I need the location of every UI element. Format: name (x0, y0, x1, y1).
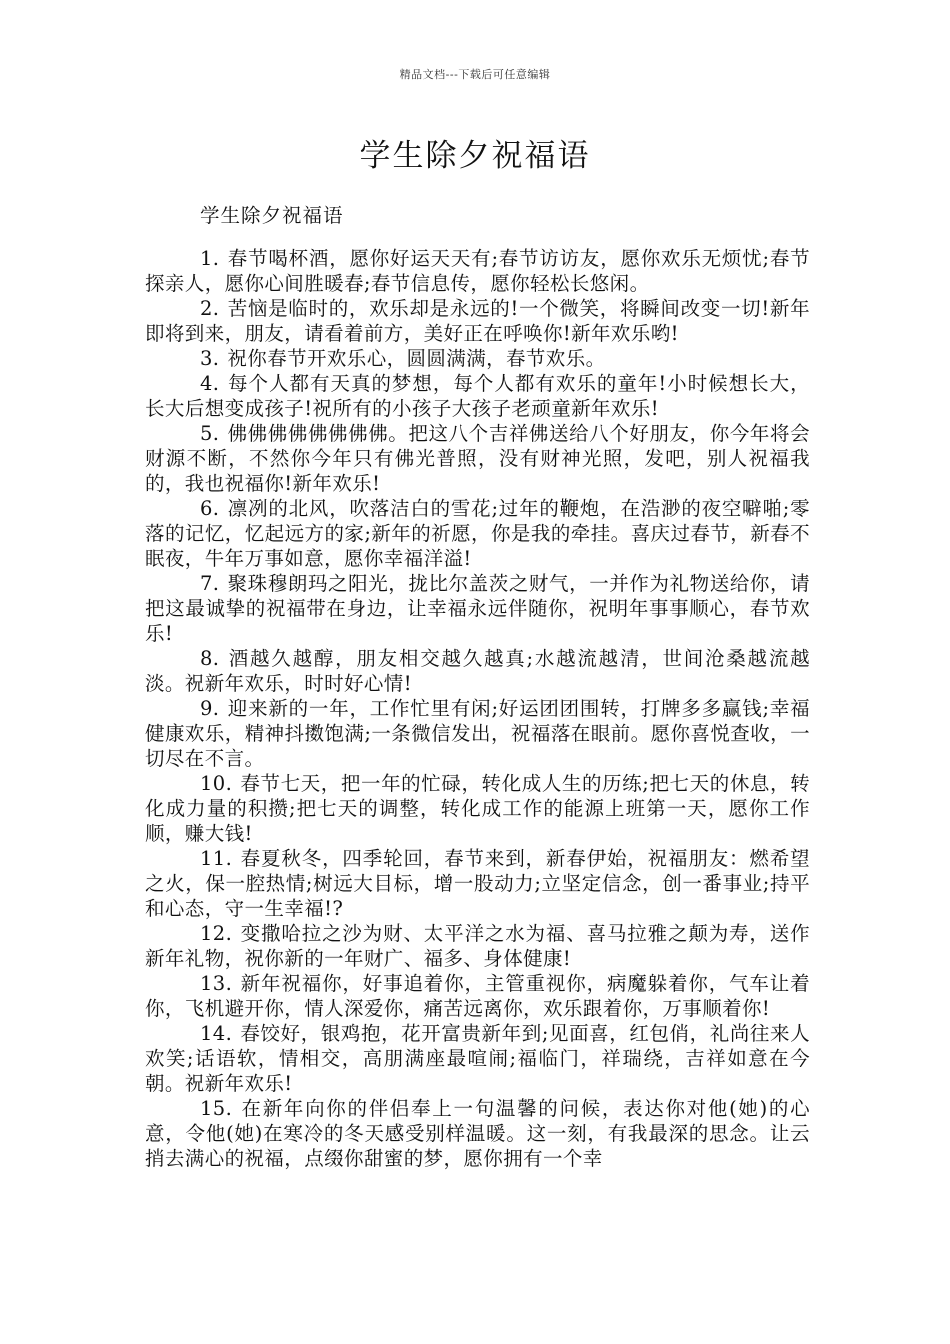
list-item (145, 346, 810, 371)
item-text: 迎来新的一年，工作忙里有闲;好运团团围转，打牌多多赢钱;幸福健康欢乐，精神抖擞饱满;一条微信发出，祝福落在眼前。愿你喜悦查收，一切尽在不言。 (145, 697, 810, 770)
item-text: 在新年向你的伴侣奉上一句温馨的问候，表达你对他(她)的心意，令他(她)在寒冷的冬天感受别样温暖。这一刻，有我最深的思念。让云捎去满心的祝福，点缀你甜蜜的梦，愿你拥有一个幸 (145, 1097, 810, 1170)
item-number: 12. (200, 922, 233, 945)
item-text: 春节七天，把一年的忙碌，转化成人生的历练;把七天的休息，转化成力量的积攒;把七天的调整，转化成工作的能源上班第一天，愿你工作顺，赚大钱! (145, 772, 810, 845)
list-item (145, 696, 810, 771)
item-text: 春夏秋冬，四季轮回，春节来到，新春伊始，祝福朋友：燃希望之火，保一腔热情;树远大目标，增一股动力;立坚定信念，创一番事业;持平和心态，守一生幸福!? (145, 847, 810, 920)
item-number: 11. (200, 847, 233, 870)
list-item (145, 846, 810, 921)
item-number: 1. (200, 247, 220, 270)
section-subtitle: 学生除夕祝福语 (200, 204, 344, 227)
list-item (145, 496, 810, 571)
blessing-list (145, 246, 810, 1171)
list-item (145, 971, 810, 1021)
list-item (145, 421, 810, 496)
item-number: 5. (200, 422, 220, 445)
item-text: 凛冽的北风，吹落洁白的雪花;过年的鞭炮，在浩渺的夜空噼啪;零落的记忆，忆起远方的家;新年的祈愿，你是我的牵挂。喜庆过春节，新春不眠夜，牛年万事如意，愿你幸福洋溢! (145, 497, 810, 570)
item-number: 14. (200, 1022, 233, 1045)
list-item (145, 921, 810, 971)
list-item (145, 371, 810, 421)
item-text: 新年祝福你，好事追着你，主管重视你，病魔躲着你，气车让着你，飞机避开你，情人深爱你，痛苦远离你，欢乐跟着你，万事顺着你! (145, 972, 810, 1020)
item-number: 15. (200, 1097, 233, 1120)
list-item (145, 646, 810, 696)
item-number: 13. (200, 972, 233, 995)
item-text: 酒越久越醇，朋友相交越久越真;水越流越清，世间沧桑越流越淡。祝新年欢乐，时时好心情! (145, 647, 810, 695)
item-number: 2. (200, 297, 220, 320)
item-text: 变撒哈拉之沙为财、太平洋之水为福、喜马拉雅之颠为寿，送作新年礼物，祝你新的一年财广、福多、身体健康! (145, 922, 810, 970)
item-text: 每个人都有天真的梦想，每个人都有欢乐的童年!小时候想长大，长大后想变成孩子!祝所有的小孩子大孩子老顽童新年欢乐! (145, 372, 810, 420)
list-item (145, 296, 810, 346)
item-text: 祝你春节开欢乐心，圆圆满满，春节欢乐。 (227, 347, 606, 370)
page-title: 学生除夕祝福语 (359, 138, 591, 174)
item-text: 聚珠穆朗玛之阳光，拢比尔盖茨之财气，一并作为礼物送给你，请把这最诚挚的祝福带在身边，让幸福永远伴随你，祝明年事事顺心，春节欢乐! (145, 572, 810, 645)
item-number: 4. (200, 372, 220, 395)
list-item (145, 571, 810, 646)
header-note: 精品文档---下载后可任意编辑 (399, 68, 551, 81)
item-number: 10. (200, 772, 233, 795)
item-text: 春节喝杯酒，愿你好运天天有;春节访访友，愿你欢乐无烦忧;春节探亲人，愿你心间胜暖春;春节信息传，愿你轻松长悠闲。 (145, 247, 810, 295)
item-text: 苦恼是临时的，欢乐却是永远的!一个微笑，将瞬间改变一切!新年即将到来，朋友，请看着前方，美好正在呼唤你!新年欢乐哟! (145, 297, 810, 345)
item-number: 9. (200, 697, 220, 720)
item-text: 佛佛佛佛佛佛佛佛。把这八个吉祥佛送给八个好朋友，你今年将会财源不断，不然你今年只有佛光普照，没有财神光照，发吧，别人祝福我的，我也祝福你!新年欢乐! (145, 422, 810, 495)
item-number: 6. (200, 497, 220, 520)
list-item (145, 246, 810, 296)
list-item (145, 1096, 810, 1171)
item-text: 春饺好，银鸡抱，花开富贵新年到;见面喜，红包俏，礼尚往来人欢笑;话语软，情相交，高朋满座最喧闹;福临门，祥瑞绕，吉祥如意在今朝。祝新年欢乐! (145, 1022, 810, 1095)
item-number: 8. (200, 647, 220, 670)
list-item (145, 1021, 810, 1096)
item-number: 3. (200, 347, 220, 370)
list-item (145, 771, 810, 846)
item-number: 7. (200, 572, 220, 595)
